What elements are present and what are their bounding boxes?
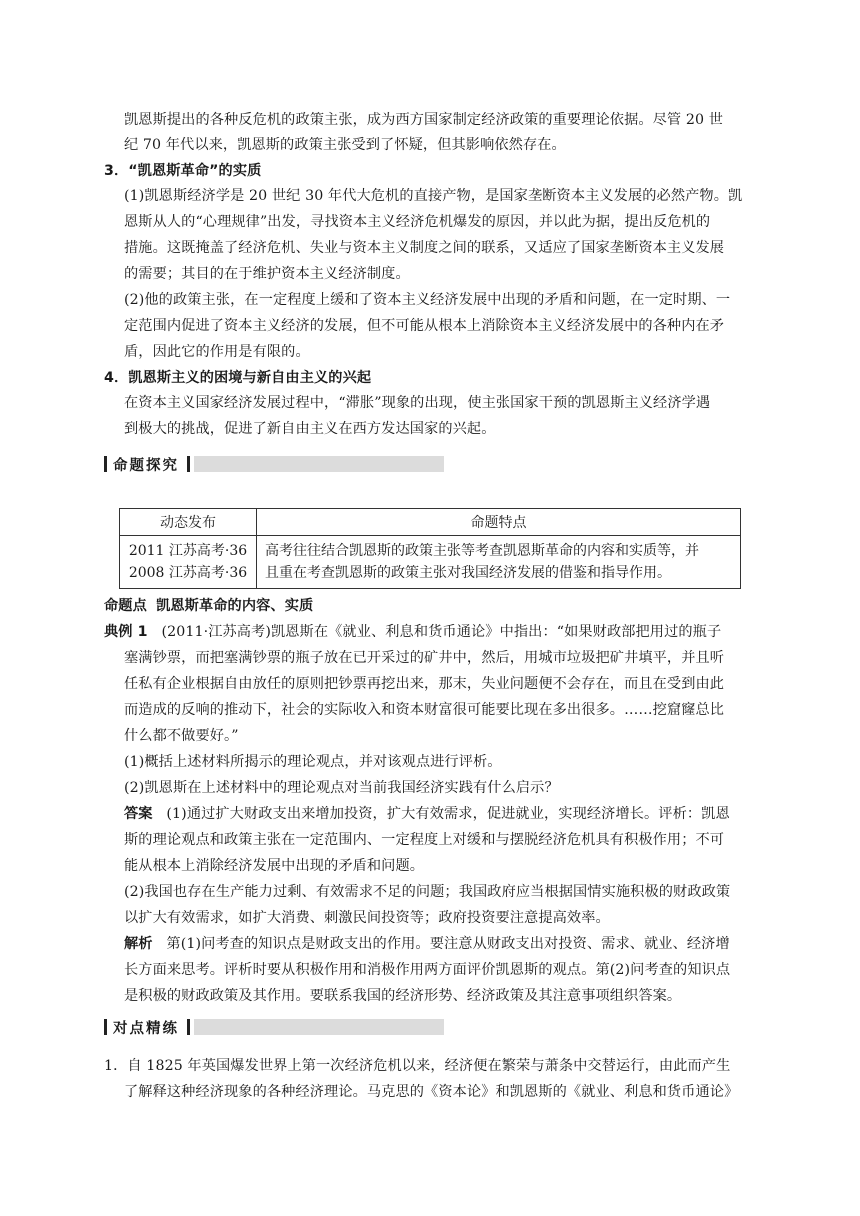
para3-line-2: 恩斯从人的“心理规律”出发，寻找资本主义经济危机爆发的原因，并以此为据，提出反危机的 xyxy=(124,214,711,230)
exercise-line-1: 1．自 1825 年英国爆发世界上第一次经济危机以来，经济便在繁荣与萧条中交替运行，由此而产生 xyxy=(104,1058,731,1074)
para3-line-5: (2)他的政策主张，在一定程度上缓和了资本主义经济发展中出现的矛盾和问题，在一定时期、一 xyxy=(124,292,731,308)
section-strip xyxy=(194,1019,444,1035)
exercise-line-2: 了解释这种经济现象的各种经济理论。马克思的《资本论》和凯恩斯的《就业、利息和货币通论》 xyxy=(124,1084,739,1100)
para3-line-4: 的需要；其目的在于维护资本主义经济制度。 xyxy=(124,266,410,282)
example-text: (2011·江苏高考)凯恩斯在《就业、利息和货币通论》中指出：“如果财政部把用过的瓶子 xyxy=(161,624,722,640)
heading-3: 3．“凯恩斯革命”的实质 xyxy=(104,163,262,179)
example-line-2: 塞满钞票，而把塞满钞票的瓶子放在已开采过的矿井中，然后，用城市垃圾把矿井填平，并且听 xyxy=(124,650,725,666)
analysis-line-1 xyxy=(124,934,730,954)
section-bar-right xyxy=(187,456,190,472)
para3-line-1: (1)凯恩斯经济学是 20 世纪 30 年代大危机的直接产物，是国家垄断资本主义发展的必然产物。凯 xyxy=(124,188,743,204)
section-title-duidian xyxy=(104,1017,444,1037)
answer-text: (1)通过扩大财政支出来增加投资，扩大有效需求，促进就业，实现经济增长。评析：凯恩 xyxy=(166,806,730,822)
topic-table xyxy=(119,508,741,589)
para3-line-6: 定范围内促进了资本主义经济的发展，但不可能从根本上消除资本主义经济发展中的各种内在矛 xyxy=(124,318,725,334)
feature-line: 高考往往结合凯恩斯的政策主张等考查凯恩斯革命的内容和实质等，并 xyxy=(265,543,699,559)
para1-line-1: 凯恩斯提出的各种反危机的政策主张，成为西方国家制定经济政策的重要理论依据。尽管 20 世 xyxy=(124,112,723,128)
answer-line-4: (2)我国也存在生产能力过剩、有效需求不足的问题；我国政府应当根据国情实施积极的财政政策 xyxy=(124,884,731,900)
table-header-release: 动态发布 xyxy=(120,509,257,536)
example-label: 典例 1 xyxy=(104,624,148,640)
question-1: (1)概括上述材料所揭示的理论观点，并对该观点进行评析。 xyxy=(124,754,502,770)
para3-line-3: 措施。这既掩盖了经济危机、失业与资本主义制度之间的联系，又适应了国家垄断资本主义发展 xyxy=(124,240,725,256)
para1-line-2: 纪 70 年代以来，凯恩斯的政策主张受到了怀疑，但其影响依然存在。 xyxy=(124,137,566,153)
topic-point xyxy=(104,596,313,616)
section-bar-left xyxy=(104,1019,107,1035)
para3-line-7: 盾，因此它的作用是有限的。 xyxy=(124,344,310,360)
answer-label: 答案 xyxy=(124,806,153,822)
analysis-label: 解析 xyxy=(124,936,153,952)
heading-4: 4．凯恩斯主义的困境与新自由主义的兴起 xyxy=(104,370,372,386)
topic-point-label: 命题点 xyxy=(104,598,147,614)
section-title-text: 命题探究 xyxy=(113,457,179,474)
feature-line: 且重在考查凯恩斯的政策主张对我国经济发展的借鉴和指导作用。 xyxy=(265,565,671,581)
answer-line-3: 能从根本上消除经济发展中出现的矛盾和问题。 xyxy=(124,858,425,874)
table-cell-release xyxy=(120,536,257,589)
para4-line-2: 到极大的挑战，促进了新自由主义在西方发达国家的兴起。 xyxy=(124,421,496,437)
question-2: (2)凯恩斯在上述材料中的理论观点对当前我国经济实践有什么启示？ xyxy=(124,780,559,796)
analysis-line-3: 是积极的财政政策及其作用。要联系我国的经济形势、经济政策及其注意事项组织答案。 xyxy=(124,988,682,1004)
analysis-line-2: 长方面来思考。评析时要从积极作用和消极作用两方面评价凯恩斯的观点。第(2)问考查的知识点 xyxy=(124,962,731,978)
topic-point-text: 凯恩斯革命的内容、实质 xyxy=(156,598,314,614)
release-item: 2008 江苏高考·36 xyxy=(128,565,248,581)
example-line-4: 而造成的反响的推动下，社会的实际收入和资本财富很可能要比现在多出很多。……挖窟窿总比 xyxy=(124,702,725,718)
example-line-3: 任私有企业根据自由放任的原则把钞票再挖出来，那末，失业问题便不会存在，而且在受到由此 xyxy=(124,676,725,692)
section-bar-left xyxy=(104,456,107,472)
answer-line-2: 斯的理论观点和政策主张在一定范围内、一定程度上对缓和与摆脱经济危机具有积极作用；不可 xyxy=(124,832,725,848)
answer-line-1 xyxy=(124,804,730,824)
section-bar-right xyxy=(187,1019,190,1035)
answer-line-5: 以扩大有效需求，如扩大消费、刺激民间投资等；政府投资要注意提高效率。 xyxy=(124,910,610,926)
para4-line-1: 在资本主义国家经济发展过程中，“滞胀”现象的出现，使主张国家干预的凯恩斯主义经济学遇 xyxy=(124,395,711,411)
example-line-5: 什么都不做要好。” xyxy=(124,728,239,744)
analysis-text: 第(1)问考查的知识点是财政支出的作用。要注意从财政支出对投资、需求、就业、经济增 xyxy=(166,936,730,952)
example-line-1 xyxy=(104,622,721,642)
table-header-row xyxy=(120,509,741,536)
section-strip xyxy=(194,456,444,472)
table-cell-features xyxy=(257,536,741,589)
table-header-features: 命题特点 xyxy=(257,509,741,536)
table-row xyxy=(120,536,741,589)
section-title-text: 对点精练 xyxy=(113,1020,179,1037)
section-title-mingti xyxy=(104,454,444,474)
release-item: 2011 江苏高考·36 xyxy=(128,543,248,559)
